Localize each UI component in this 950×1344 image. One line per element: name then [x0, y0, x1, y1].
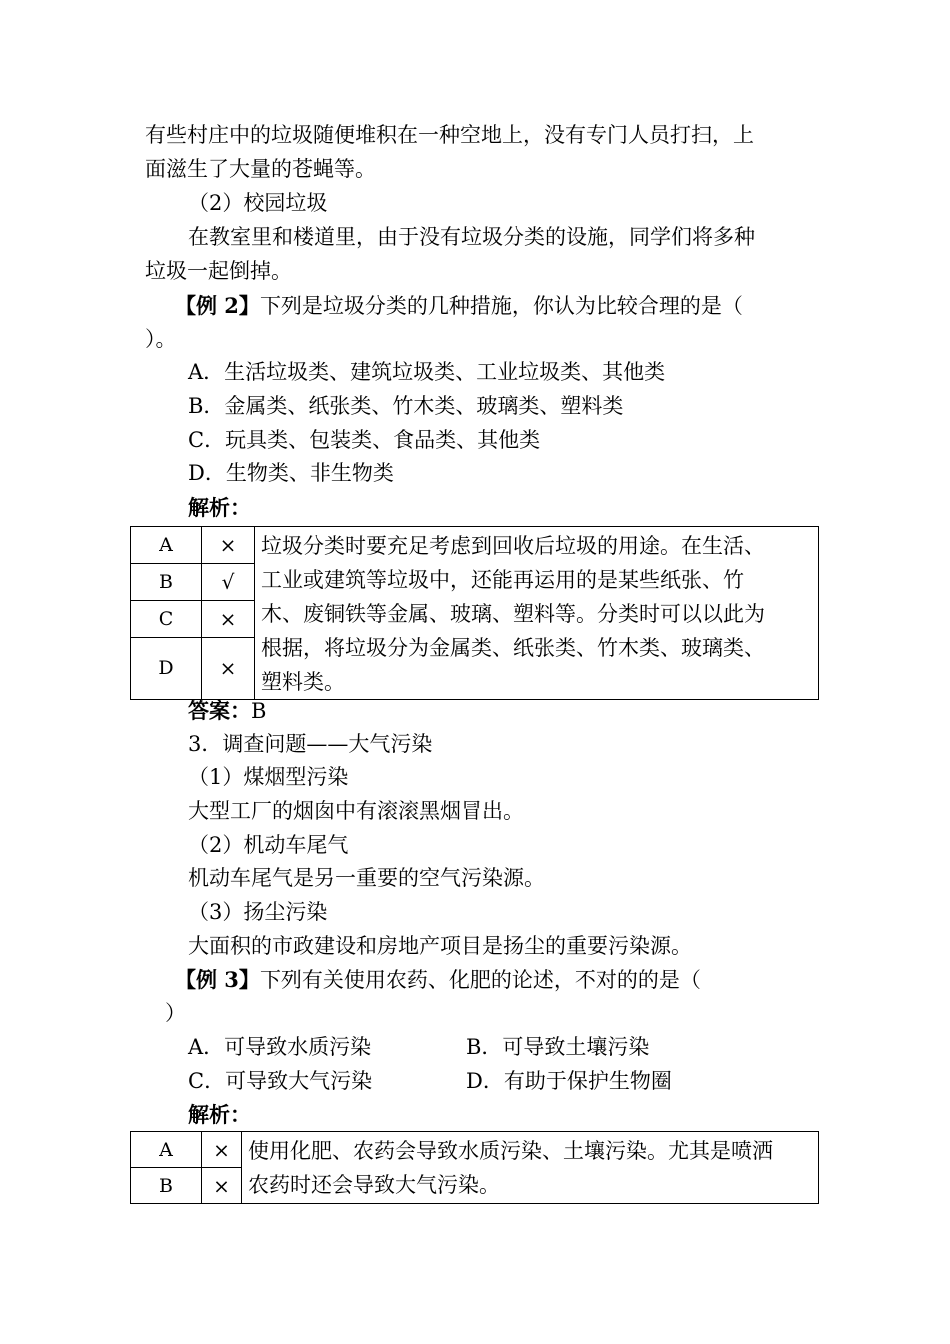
- explanation-line: 塑料类。: [261, 670, 345, 694]
- cross-mark: ×: [202, 527, 255, 564]
- option-label: D: [131, 637, 202, 699]
- option-label: B: [131, 563, 202, 600]
- option-b: B．可导致土壤污染: [466, 1035, 650, 1059]
- cross-mark: ×: [202, 1132, 242, 1168]
- example-tag: 【例 2】: [175, 293, 260, 318]
- option-a: A．可导致水质污染: [188, 1035, 372, 1059]
- answer-label: 答案：: [188, 698, 251, 723]
- subheading: （1）煤烟型污染: [188, 765, 349, 789]
- cross-mark: ×: [202, 637, 255, 699]
- paragraph-line: 有些村庄中的垃圾随便堆积在一种空地上，没有专门人员打扫，上: [145, 123, 754, 147]
- explanation-line: 使用化肥、农药会导致水质污染、土壤污染。尤其是喷洒: [248, 1139, 773, 1163]
- example-tag: 【例 3】: [175, 967, 260, 992]
- option-c: C．可导致大气污染: [188, 1069, 373, 1093]
- example-question: [175, 969, 701, 991]
- analysis-table: [130, 1131, 819, 1204]
- question-text-cont: ）: [165, 1001, 186, 1025]
- section-heading: 3．调查问题——大气污染: [188, 732, 433, 756]
- option-label: A: [131, 527, 202, 564]
- option-d: D．生物类、非生物类: [188, 461, 394, 485]
- explanation-line: 木、废铜铁等金属、玻璃、塑料等。分类时可以以此为: [261, 602, 765, 626]
- analysis-table: [130, 526, 819, 700]
- analysis-label: 解析：: [188, 495, 251, 520]
- answer-value: B: [251, 699, 267, 723]
- option-d: D．有助于保护生物圈: [466, 1069, 672, 1093]
- explanation-line: 农药时还会导致大气污染。: [248, 1173, 500, 1197]
- question-text: 下列是垃圾分类的几种措施，你认为比较合理的是（: [259, 294, 743, 318]
- option-label: B: [131, 1168, 202, 1204]
- example-question: [175, 295, 743, 317]
- paragraph-line: 机动车尾气是另一重要的空气污染源。: [188, 866, 545, 890]
- cross-mark: ×: [202, 1168, 242, 1204]
- option-a: A．生活垃圾类、建筑垃圾类、工业垃圾类、其他类: [188, 360, 666, 384]
- subheading: （3）扬尘污染: [188, 900, 328, 924]
- explanation-cell: [255, 527, 819, 700]
- paragraph-line: 面滋生了大量的苍蝇等。: [145, 157, 376, 181]
- analysis-label: 解析：: [188, 1102, 251, 1127]
- question-text-cont: ）。: [145, 327, 177, 351]
- paragraph-line: 在教室里和楼道里，由于没有垃圾分类的设施，同学们将多种: [188, 225, 755, 249]
- option-label: A: [131, 1132, 202, 1168]
- option-b: B．金属类、纸张类、竹木类、玻璃类、塑料类: [188, 394, 624, 418]
- explanation-line: 工业或建筑等垃圾中，还能再运用的是某些纸张、竹: [261, 568, 744, 592]
- question-text: 下列有关使用农药、化肥的论述，不对的的是（: [259, 968, 701, 992]
- paragraph-line: 大型工厂的烟囱中有滚滚黑烟冒出。: [188, 799, 524, 823]
- paragraph-line: 大面积的市政建设和房地产项目是扬尘的重要污染源。: [188, 934, 692, 958]
- answer-line: [188, 700, 266, 722]
- subheading: （2）机动车尾气: [188, 833, 349, 857]
- explanation-line: 垃圾分类时要充足考虑到回收后垃圾的用途。在生活、: [261, 534, 765, 558]
- cross-mark: ×: [202, 600, 255, 637]
- paragraph-line: 垃圾一起倒掉。: [145, 259, 292, 283]
- option-label: C: [131, 600, 202, 637]
- subheading: （2）校园垃圾: [188, 191, 328, 215]
- check-mark: √: [202, 563, 255, 600]
- explanation-line: 根据，将垃圾分为金属类、纸张类、竹木类、玻璃类、: [261, 636, 765, 660]
- explanation-cell: [242, 1132, 819, 1204]
- option-c: C．玩具类、包装类、食品类、其他类: [188, 428, 541, 452]
